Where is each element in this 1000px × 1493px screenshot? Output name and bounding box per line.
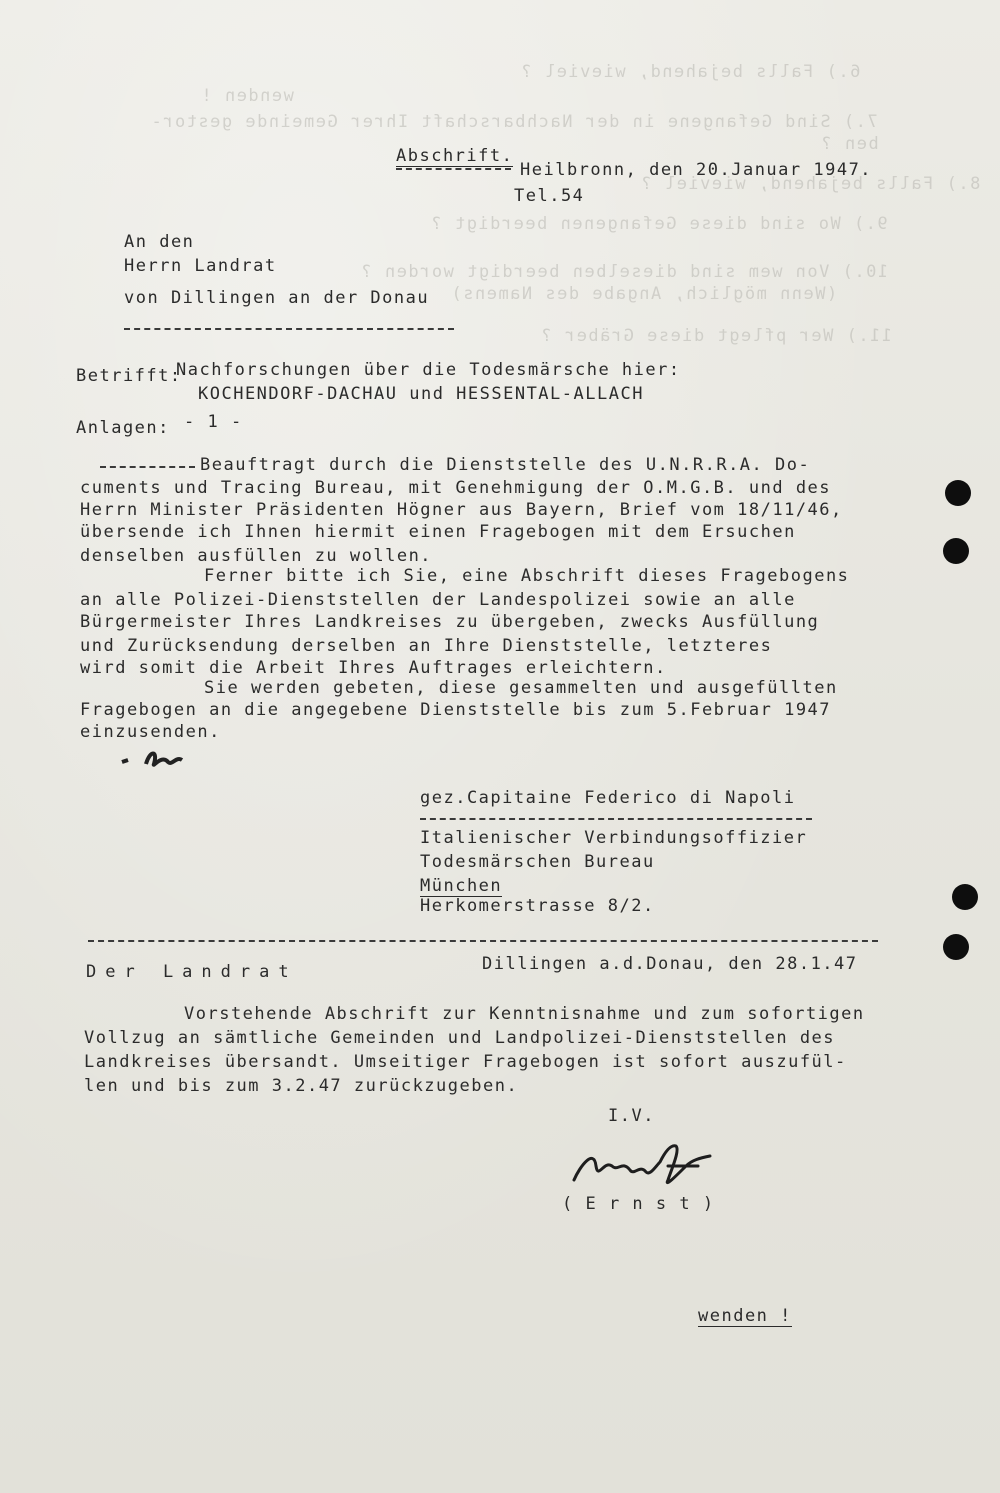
separator-dash [100,466,195,468]
body-line: Beauftragt durch die Dienststelle des U.N.R.R.A. Do- [200,455,811,475]
bleedthrough-line: (Wenn möglich, Angabe des Namens) [450,284,838,304]
punch-hole [943,538,969,564]
body-line: Herrn Minister Präsidenten Högner aus Bayern, Brief vom 18/11/46, [80,500,843,520]
section-divider [88,940,878,942]
bleedthrough-line: 6.) Falls bejahend, wieviel ? [520,62,861,82]
bleedthrough-line: wenden ! [200,86,294,106]
recipient-line: von Dillingen an der Donau [124,288,430,308]
body-line: Bürgermeister Ihres Landkreises zu übergeben, zwecks Ausfüllung [80,612,820,632]
punch-hole [952,884,978,910]
subject-text: KOCHENDORF-DACHAU und HESSENTAL-ALLACH [198,384,644,404]
body-line: cuments und Tracing Bureau, mit Genehmigung der O.M.G.B. und des [80,478,832,498]
signature-name: gez.Capitaine Federico di Napoli [420,788,796,808]
separator-dash [124,328,454,330]
body-line: und Zurücksendung derselben an Ihre Dienststelle, letzteres [80,636,773,656]
body-line: wird somit die Arbeit Ihres Auftrages erleichtern. [80,658,667,678]
bleedthrough-line: 7.) Sind Gefangene in der Nachbarschaft Ihrer Gemeinde gestor- [150,112,878,132]
bleedthrough-line: 8.) Falls bejahend, wieviel ? [640,174,981,194]
subject-text: Nachforschungen über die Todesmärsche hier: [176,360,681,380]
subject-label: Betrifft: [76,366,182,386]
body-line: Fragebogen an die angegebene Dienststelle bis zum 5.Februar 1947 [80,700,832,720]
sender: Der Landrat [86,962,298,982]
body-line: denselben ausfüllen zu wollen. [80,546,433,566]
bleedthrough-line: 11.) Wer pflegt diese Gräber ? [540,326,893,346]
punch-hole [943,934,969,960]
turn-over-note: wenden ! [698,1306,792,1326]
body-line: einzusenden. [80,722,221,742]
document-title: Abschrift. [396,146,514,166]
recipient-line: Herrn Landrat [124,256,277,276]
bleedthrough-line: ben ? [820,134,879,154]
handwritten-signature-icon [560,1136,740,1196]
body-line: übersende ich Ihnen hiermit einen Fragebogen mit dem Ersuchen [80,522,796,542]
body-line: Sie werden gebeten, diese gesammelten und ausgefüllten [204,678,838,698]
signature-title: Italienischer Verbindungsoffizier [420,828,808,848]
second-body-line: Vorstehende Abschrift zur Kenntnisnahme und zum sofortigen [184,1004,865,1024]
bleedthrough-line: 10.) Von wem sind dieselben beerdigt worden ? [360,262,889,282]
place-date: Heilbronn, den 20.Januar 1947. [520,160,873,180]
bleedthrough-line: 9.) Wo sind diese Gefangenen beerdigt ? [430,214,888,234]
separator-dash [420,818,812,820]
signature-office: Todesmärschen Bureau [420,852,655,872]
second-body-line: len und bis zum 3.2.47 zurückzugeben. [84,1076,519,1096]
signature-city: München [420,876,503,896]
signer-name: ( E r n s t ) [562,1194,715,1214]
second-body-line: Landkreises übersandt. Umseitiger Fragebogen ist sofort auszufül- [84,1052,847,1072]
recipient-line: An den [124,232,195,252]
telephone: Tel.54 [514,186,585,206]
second-body-line: Vollzug an sämtliche Gemeinden und Landpolizei-Dienststellen des [84,1028,836,1048]
signature-address: Herkomerstrasse 8/2. [420,896,655,916]
title-underline-dash [396,168,511,170]
punch-hole [945,480,971,506]
second-place-date: Dillingen a.d.Donau, den 28.1.47 [482,954,858,974]
body-line: Ferner bitte ich Sie, eine Abschrift dieses Fragebogens [204,566,850,586]
ink-mark-icon [118,742,198,772]
attachments-text: - 1 - [184,412,243,432]
iv-label: I.V. [608,1106,655,1126]
body-line: an alle Polizei-Dienststellen der Landespolizei sowie an alle [80,590,796,610]
attachments-label: Anlagen: [76,418,170,438]
